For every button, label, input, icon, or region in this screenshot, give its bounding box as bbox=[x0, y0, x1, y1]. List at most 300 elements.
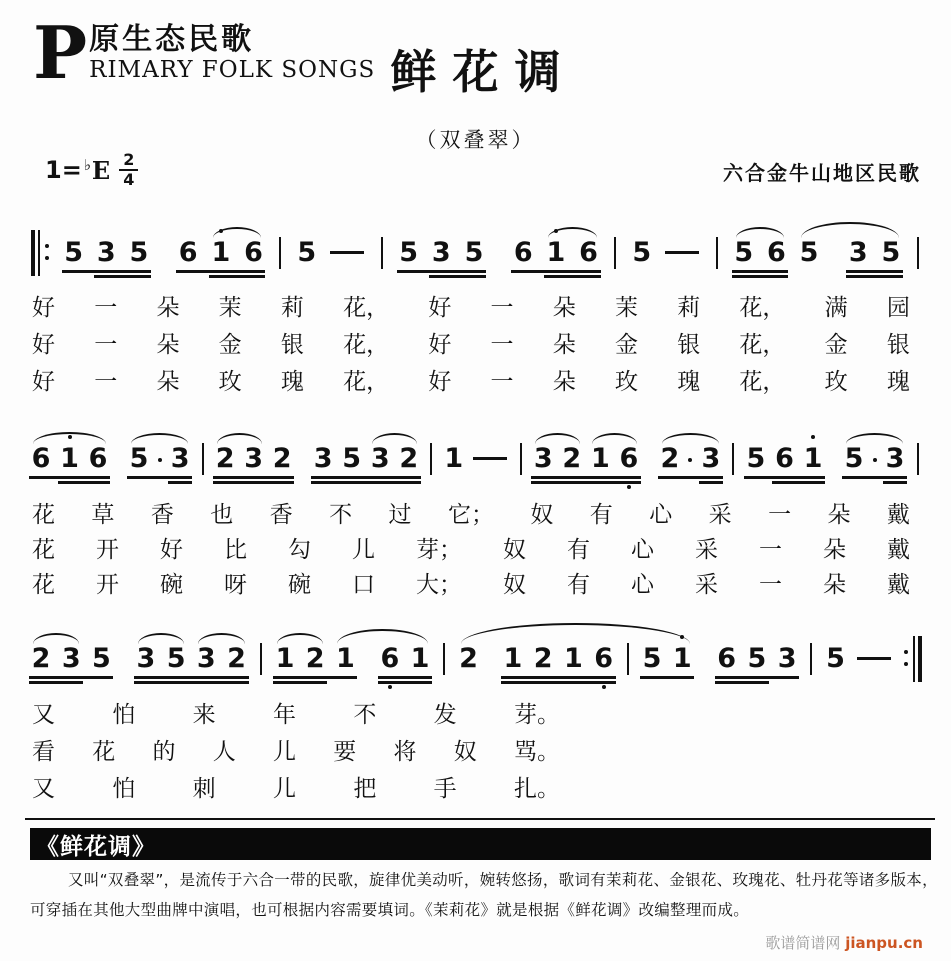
lyric-syllable: 朵 bbox=[552, 332, 576, 358]
beam-line bbox=[715, 681, 769, 684]
note-digit: 1 bbox=[60, 443, 79, 474]
note bbox=[339, 428, 365, 488]
barline bbox=[911, 428, 925, 488]
site-watermark bbox=[765, 932, 923, 953]
note-digit: 5 bbox=[632, 237, 652, 268]
beam-line bbox=[29, 681, 83, 684]
lyric-syllable: 怕 bbox=[112, 776, 136, 802]
beam-line bbox=[658, 476, 723, 479]
beam-line bbox=[732, 275, 788, 278]
note-digit: 1 bbox=[410, 643, 430, 674]
meter-numerator: 2 bbox=[119, 152, 138, 171]
music-line-2 bbox=[28, 428, 925, 492]
lyric-syllable: 有 bbox=[567, 537, 590, 563]
lyric-syllable: 又 bbox=[32, 776, 55, 802]
note-digit: 5 bbox=[166, 643, 186, 674]
note-digit: 5 bbox=[64, 237, 84, 268]
beam-line bbox=[127, 476, 192, 479]
beam-line bbox=[842, 476, 907, 479]
lyric-syllable: 采 bbox=[695, 572, 718, 598]
lyric-syllable: 莉 bbox=[280, 295, 304, 321]
section-header-bar bbox=[30, 828, 931, 860]
lyric-syllable: 怕 bbox=[112, 702, 136, 728]
beam-line bbox=[378, 681, 432, 684]
barline bbox=[911, 222, 925, 282]
lyric-syllable: 儿 bbox=[272, 776, 296, 802]
note-digit: 1 bbox=[590, 443, 610, 474]
lyrics-block-3 bbox=[32, 700, 560, 811]
note-digit: 2 bbox=[227, 643, 246, 674]
music-line-1 bbox=[28, 222, 925, 286]
barline bbox=[424, 428, 438, 488]
barline bbox=[273, 222, 287, 282]
lyrics-block-2 bbox=[32, 500, 910, 605]
barline bbox=[726, 428, 740, 488]
lyric-syllable: 发 bbox=[433, 702, 457, 728]
lyric-row bbox=[32, 700, 560, 737]
lyric-syllable: 金 bbox=[824, 332, 848, 358]
lyric-syllable: 茉 bbox=[218, 295, 242, 321]
note bbox=[744, 628, 770, 688]
description-line-2: 可穿插在其他大型曲牌中演唱，也可根据内容需要填词。《茉莉花》就是根据《鲜花调》改编整理而成。 bbox=[30, 901, 750, 919]
lyric-syllable: 芽； bbox=[416, 537, 462, 563]
description-line-1: 又叫“双叠翠”，是流传于六合一带的民歌，旋律优美动听，婉转悠扬，歌词有茉莉花、金银花、玫瑰花、牡丹花等诸多版本， bbox=[68, 871, 938, 889]
note-digit: 6 bbox=[579, 237, 598, 268]
lyric-syllable: 朵 bbox=[552, 369, 576, 395]
lyric-syllable: 香 bbox=[150, 502, 174, 528]
beam-line bbox=[213, 476, 294, 479]
note bbox=[269, 428, 295, 488]
lyric-syllable: 呀 bbox=[224, 572, 247, 598]
beam-line bbox=[134, 676, 249, 679]
lyric-row bbox=[32, 570, 910, 605]
beam-line bbox=[168, 481, 192, 484]
note-digit: 5 bbox=[464, 237, 484, 268]
lyric-syllable: 有 bbox=[589, 502, 613, 528]
lyric-syllable: 要 bbox=[333, 739, 357, 765]
key-tonic: E bbox=[91, 155, 111, 185]
note bbox=[294, 222, 320, 282]
beam-line bbox=[744, 476, 825, 479]
note-digit: 1 bbox=[503, 643, 523, 674]
lyric-syllable: 一 bbox=[759, 537, 782, 563]
note-digit: 6 bbox=[775, 443, 794, 474]
lyric-syllable: 奴 bbox=[530, 502, 554, 528]
beam-line bbox=[94, 275, 151, 278]
lyric-syllable: 好 bbox=[32, 332, 55, 358]
lyric-syllable: 刺 bbox=[192, 776, 216, 802]
beam-line bbox=[429, 275, 486, 278]
note-digit: 3 bbox=[96, 237, 116, 268]
lyric-syllable: 一 bbox=[490, 369, 514, 395]
lyric-syllable: 也 bbox=[210, 502, 234, 528]
lyric-syllable: 好 bbox=[32, 369, 55, 395]
dash bbox=[326, 222, 368, 282]
beam-line bbox=[699, 481, 723, 484]
note-digit: 5 bbox=[642, 643, 662, 674]
note-digit: 3 bbox=[885, 443, 905, 474]
lyric-syllable: 将 bbox=[393, 739, 417, 765]
note-spacer bbox=[644, 428, 654, 488]
lyric-syllable: 开 bbox=[96, 537, 119, 563]
beam-line bbox=[29, 476, 110, 479]
beam-line bbox=[544, 275, 601, 278]
music-line-3 bbox=[28, 628, 925, 692]
beam-line bbox=[531, 481, 641, 484]
barline bbox=[710, 222, 724, 282]
note bbox=[510, 222, 536, 282]
lyric-syllable: 瑰 bbox=[280, 369, 304, 395]
beam-line bbox=[715, 676, 799, 679]
note bbox=[629, 222, 655, 282]
note bbox=[774, 628, 800, 688]
note-digit: 5 bbox=[342, 443, 362, 474]
slur-arc bbox=[461, 623, 690, 644]
beam-line bbox=[378, 676, 432, 679]
song-subtitle: （双叠翠） bbox=[415, 128, 536, 152]
lyric-syllable: 花， bbox=[739, 369, 786, 395]
watermark-site-name: 歌谱简谱网 bbox=[765, 934, 841, 952]
lyric-syllable: 茉 bbox=[614, 295, 638, 321]
note-digit: 3 bbox=[370, 443, 390, 474]
note-digit: 2 bbox=[459, 643, 478, 674]
lyric-syllable: 花， bbox=[739, 295, 786, 321]
note bbox=[175, 222, 201, 282]
beam-line bbox=[732, 270, 788, 273]
lyric-syllable: 玫 bbox=[218, 369, 242, 395]
lyric-syllable: 年 bbox=[272, 702, 296, 728]
beam-line bbox=[511, 270, 601, 273]
beam-line bbox=[501, 681, 616, 684]
lyric-syllable: 朵 bbox=[827, 502, 851, 528]
barline bbox=[804, 628, 818, 688]
note-digit: 3 bbox=[701, 443, 721, 474]
repeat-start-sign bbox=[28, 222, 54, 282]
note-digit: 1 bbox=[546, 237, 566, 268]
note-digit: 5 bbox=[881, 237, 901, 268]
note bbox=[396, 222, 422, 282]
lyric-syllable: 采 bbox=[708, 502, 732, 528]
lyric-syllable: 瑰 bbox=[677, 369, 701, 395]
note bbox=[93, 222, 119, 282]
note-digit: 6 bbox=[244, 237, 263, 268]
note bbox=[800, 428, 826, 488]
lyric-syllable: 花， bbox=[343, 332, 390, 358]
lyric-syllable: 采 bbox=[695, 537, 718, 563]
lyrics-block-1 bbox=[32, 293, 910, 404]
note bbox=[88, 628, 114, 688]
lyric-syllable: 儿 bbox=[352, 537, 375, 563]
lyric-syllable: 心 bbox=[631, 537, 654, 563]
note bbox=[441, 428, 467, 488]
lyric-row bbox=[32, 293, 910, 330]
note-spacer bbox=[114, 428, 124, 488]
octave-dot-low bbox=[627, 485, 631, 489]
lyric-syllable: 花， bbox=[343, 295, 390, 321]
lyric-syllable: 奴 bbox=[503, 572, 526, 598]
lyric-syllable: 草 bbox=[91, 502, 115, 528]
note-digit: 3 bbox=[136, 643, 156, 674]
beam-line bbox=[772, 481, 825, 484]
lyric-syllable: 玫 bbox=[824, 369, 848, 395]
note bbox=[310, 428, 336, 488]
lyric-syllable: 玫 bbox=[614, 369, 638, 395]
note-digit: 6 bbox=[31, 443, 51, 474]
lyric-syllable: 不 bbox=[353, 702, 377, 728]
note-digit: 5 bbox=[746, 443, 766, 474]
lyric-syllable: 朵 bbox=[156, 332, 180, 358]
barline bbox=[375, 222, 389, 282]
lyric-syllable: 花， bbox=[343, 369, 390, 395]
note-digit: 6 bbox=[717, 643, 737, 674]
note-digit: 3 bbox=[777, 643, 797, 674]
song-title: 鲜花调 bbox=[390, 45, 577, 99]
note-digit: 1 bbox=[803, 443, 823, 474]
note bbox=[126, 222, 152, 282]
lyric-row bbox=[32, 535, 910, 570]
lyric-syllable: 银 bbox=[886, 332, 910, 358]
note-digit: 1 bbox=[211, 237, 231, 268]
lyric-syllable: 一 bbox=[768, 502, 792, 528]
lyric-syllable: 香 bbox=[269, 502, 293, 528]
lyric-syllable: 花， bbox=[739, 332, 786, 358]
note-spacer bbox=[699, 628, 709, 688]
lyric-syllable: 碗 bbox=[288, 572, 311, 598]
key-signature bbox=[45, 152, 138, 188]
note-digit: 5 bbox=[747, 643, 767, 674]
lyric-syllable: 奴 bbox=[453, 739, 477, 765]
beam-line bbox=[62, 270, 151, 273]
note-digit: 6 bbox=[88, 443, 108, 474]
note-digit: 1 bbox=[336, 643, 355, 674]
note-digit: 2 bbox=[399, 443, 419, 474]
note-digit: 5 bbox=[92, 643, 111, 674]
lyric-syllable: 过 bbox=[388, 502, 412, 528]
note-digit: 1 bbox=[444, 443, 464, 474]
beam-line bbox=[58, 481, 110, 484]
lyric-syllable: 芽。 bbox=[513, 702, 560, 728]
lyric-syllable: 一 bbox=[94, 369, 118, 395]
lyric-syllable: 戴 bbox=[887, 537, 910, 563]
lyric-syllable: 银 bbox=[280, 332, 304, 358]
barline bbox=[196, 428, 210, 488]
lyric-syllable: 好 bbox=[428, 369, 452, 395]
lyric-syllable: 花 bbox=[32, 537, 55, 563]
flat-sign: ♭ bbox=[83, 156, 91, 174]
lyric-syllable: 来 bbox=[192, 702, 216, 728]
lyric-syllable: 看 bbox=[32, 739, 55, 765]
lyric-syllable: 扎。 bbox=[513, 776, 560, 802]
note-digit: 6 bbox=[513, 237, 533, 268]
song-source: 六合金牛山地区民歌 bbox=[723, 161, 921, 185]
beam-line bbox=[213, 481, 294, 484]
lyric-syllable: 朵 bbox=[823, 572, 846, 598]
note bbox=[714, 628, 740, 688]
meter-denominator: 4 bbox=[123, 170, 135, 189]
divider-line bbox=[25, 818, 935, 820]
note-digit: 6 bbox=[380, 643, 400, 674]
note-digit: 6 bbox=[178, 237, 198, 268]
note-digit: 3 bbox=[61, 643, 81, 674]
note-spacer bbox=[298, 428, 308, 488]
lyric-syllable: 碗 bbox=[160, 572, 183, 598]
lyric-syllable: 好 bbox=[428, 295, 452, 321]
beam-line bbox=[883, 481, 907, 484]
note bbox=[61, 222, 87, 282]
note-digit: 1 bbox=[275, 643, 295, 674]
lyric-syllable: 朵 bbox=[552, 295, 576, 321]
beam-line bbox=[531, 476, 641, 479]
beam-line bbox=[311, 476, 421, 479]
note bbox=[428, 222, 454, 282]
lyric-syllable: 不 bbox=[329, 502, 353, 528]
beam-line bbox=[134, 681, 249, 684]
note-digit: 1 bbox=[563, 643, 583, 674]
note-digit: 5 bbox=[129, 237, 149, 268]
octave-dot-high bbox=[811, 435, 815, 439]
watermark-domain-link[interactable]: jianpu.cn bbox=[845, 934, 923, 952]
beam-line bbox=[846, 270, 903, 273]
note-digit: 5 bbox=[799, 237, 819, 268]
beam-line bbox=[311, 481, 421, 484]
note-digit: 2 bbox=[31, 643, 51, 674]
lyric-syllable: 花 bbox=[92, 739, 116, 765]
note-digit: 3 bbox=[244, 443, 264, 474]
lyric-syllable: 好 bbox=[32, 295, 55, 321]
note-digit: 5 bbox=[399, 237, 419, 268]
lyric-syllable: 大； bbox=[416, 572, 462, 598]
lyric-syllable: 一 bbox=[94, 295, 118, 321]
dash bbox=[853, 628, 895, 688]
note-spacer bbox=[159, 222, 169, 282]
note-digit: 6 bbox=[594, 643, 613, 674]
lyric-syllable: 戴 bbox=[886, 502, 910, 528]
lyric-syllable: 瑰 bbox=[886, 369, 910, 395]
key-prefix: 1= bbox=[45, 156, 82, 184]
lyric-syllable: 园 bbox=[886, 295, 910, 321]
octave-dot-low bbox=[602, 685, 606, 689]
lyric-syllable: 比 bbox=[224, 537, 247, 563]
beam-line bbox=[397, 270, 486, 273]
repeat-end-sign bbox=[899, 628, 925, 688]
note-digit: 3 bbox=[848, 237, 868, 268]
beam-line bbox=[273, 681, 327, 684]
note-digit: 5 bbox=[734, 237, 754, 268]
note-spacer bbox=[829, 428, 839, 488]
lyric-syllable: 儿 bbox=[273, 739, 296, 765]
note-digit: 2 bbox=[533, 643, 553, 674]
note-digit: 2 bbox=[272, 443, 292, 474]
lyric-syllable: 花 bbox=[32, 502, 55, 528]
lyric-syllable: 心 bbox=[649, 502, 673, 528]
section-label: 《鲜花调》 bbox=[36, 833, 156, 860]
beam-line bbox=[273, 676, 357, 679]
lyric-row bbox=[32, 774, 560, 811]
lyric-syllable: 有 bbox=[567, 572, 590, 598]
lyric-syllable: 勾 bbox=[288, 537, 311, 563]
lyric-syllable: 口 bbox=[352, 572, 375, 598]
note-spacer bbox=[494, 222, 504, 282]
lyric-syllable: 花 bbox=[32, 572, 55, 598]
lyric-row bbox=[32, 367, 910, 404]
lyric-syllable: 把 bbox=[353, 776, 377, 802]
beam-line bbox=[176, 270, 265, 273]
lyric-syllable: 一 bbox=[490, 332, 514, 358]
note-digit: 3 bbox=[313, 443, 333, 474]
lyric-syllable: 骂。 bbox=[514, 739, 560, 765]
lyric-row bbox=[32, 330, 910, 367]
lyric-syllable: 心 bbox=[631, 572, 654, 598]
beam-line bbox=[209, 275, 265, 278]
logo-initial: P bbox=[33, 10, 88, 95]
lyric-syllable: 好 bbox=[160, 537, 183, 563]
lyric-syllable: 一 bbox=[759, 572, 782, 598]
barline bbox=[608, 222, 622, 282]
beam-line bbox=[501, 676, 616, 679]
note bbox=[823, 628, 849, 688]
note-digit: 2 bbox=[215, 443, 235, 474]
note-digit: 6 bbox=[619, 443, 639, 474]
lyric-syllable: 又 bbox=[32, 702, 55, 728]
note-digit: 5 bbox=[129, 443, 149, 474]
note-spacer bbox=[119, 628, 129, 688]
note-digit: 6 bbox=[766, 237, 786, 268]
lyric-syllable: 的 bbox=[152, 739, 176, 765]
lyric-syllable: 好 bbox=[428, 332, 452, 358]
lyric-syllable: 金 bbox=[218, 332, 242, 358]
logo-english-text: RIMARY FOLK SONGS bbox=[89, 57, 376, 83]
lyric-syllable: 奴 bbox=[503, 537, 526, 563]
note-digit: 5 bbox=[297, 237, 317, 268]
lyric-syllable: 银 bbox=[677, 332, 701, 358]
lyric-syllable: 朵 bbox=[156, 295, 180, 321]
lyric-row bbox=[32, 737, 560, 774]
time-signature bbox=[119, 152, 138, 188]
note-digit: 3 bbox=[533, 443, 553, 474]
barline bbox=[514, 428, 528, 488]
note bbox=[771, 428, 797, 488]
note-digit: 1 bbox=[672, 643, 692, 674]
note-digit: 2 bbox=[305, 643, 325, 674]
beam-line bbox=[640, 676, 694, 679]
lyric-syllable: 莉 bbox=[677, 295, 701, 321]
lyric-row bbox=[32, 500, 910, 535]
note-digit: 3 bbox=[196, 643, 216, 674]
lyric-syllable: 开 bbox=[96, 572, 119, 598]
lyric-syllable: 朵 bbox=[156, 369, 180, 395]
lyric-syllable: 它； bbox=[447, 502, 494, 528]
lyric-syllable: 金 bbox=[614, 332, 638, 358]
beam-line bbox=[846, 275, 903, 278]
note-digit: 5 bbox=[826, 643, 845, 674]
note-digit: 2 bbox=[660, 443, 680, 474]
note-digit: 3 bbox=[170, 443, 190, 474]
dash bbox=[661, 222, 703, 282]
lyric-syllable: 一 bbox=[94, 332, 118, 358]
note-digit: 5 bbox=[844, 443, 864, 474]
octave-dot-low bbox=[388, 685, 392, 689]
lyric-syllable: 人 bbox=[212, 739, 236, 765]
barline bbox=[437, 628, 451, 688]
note-digit: 2 bbox=[562, 443, 582, 474]
note bbox=[461, 222, 487, 282]
beam-line bbox=[29, 676, 113, 679]
dash bbox=[469, 428, 511, 488]
note-digit: 3 bbox=[431, 237, 451, 268]
barline bbox=[254, 628, 268, 688]
note bbox=[743, 428, 769, 488]
lyric-syllable: 手 bbox=[433, 776, 457, 802]
